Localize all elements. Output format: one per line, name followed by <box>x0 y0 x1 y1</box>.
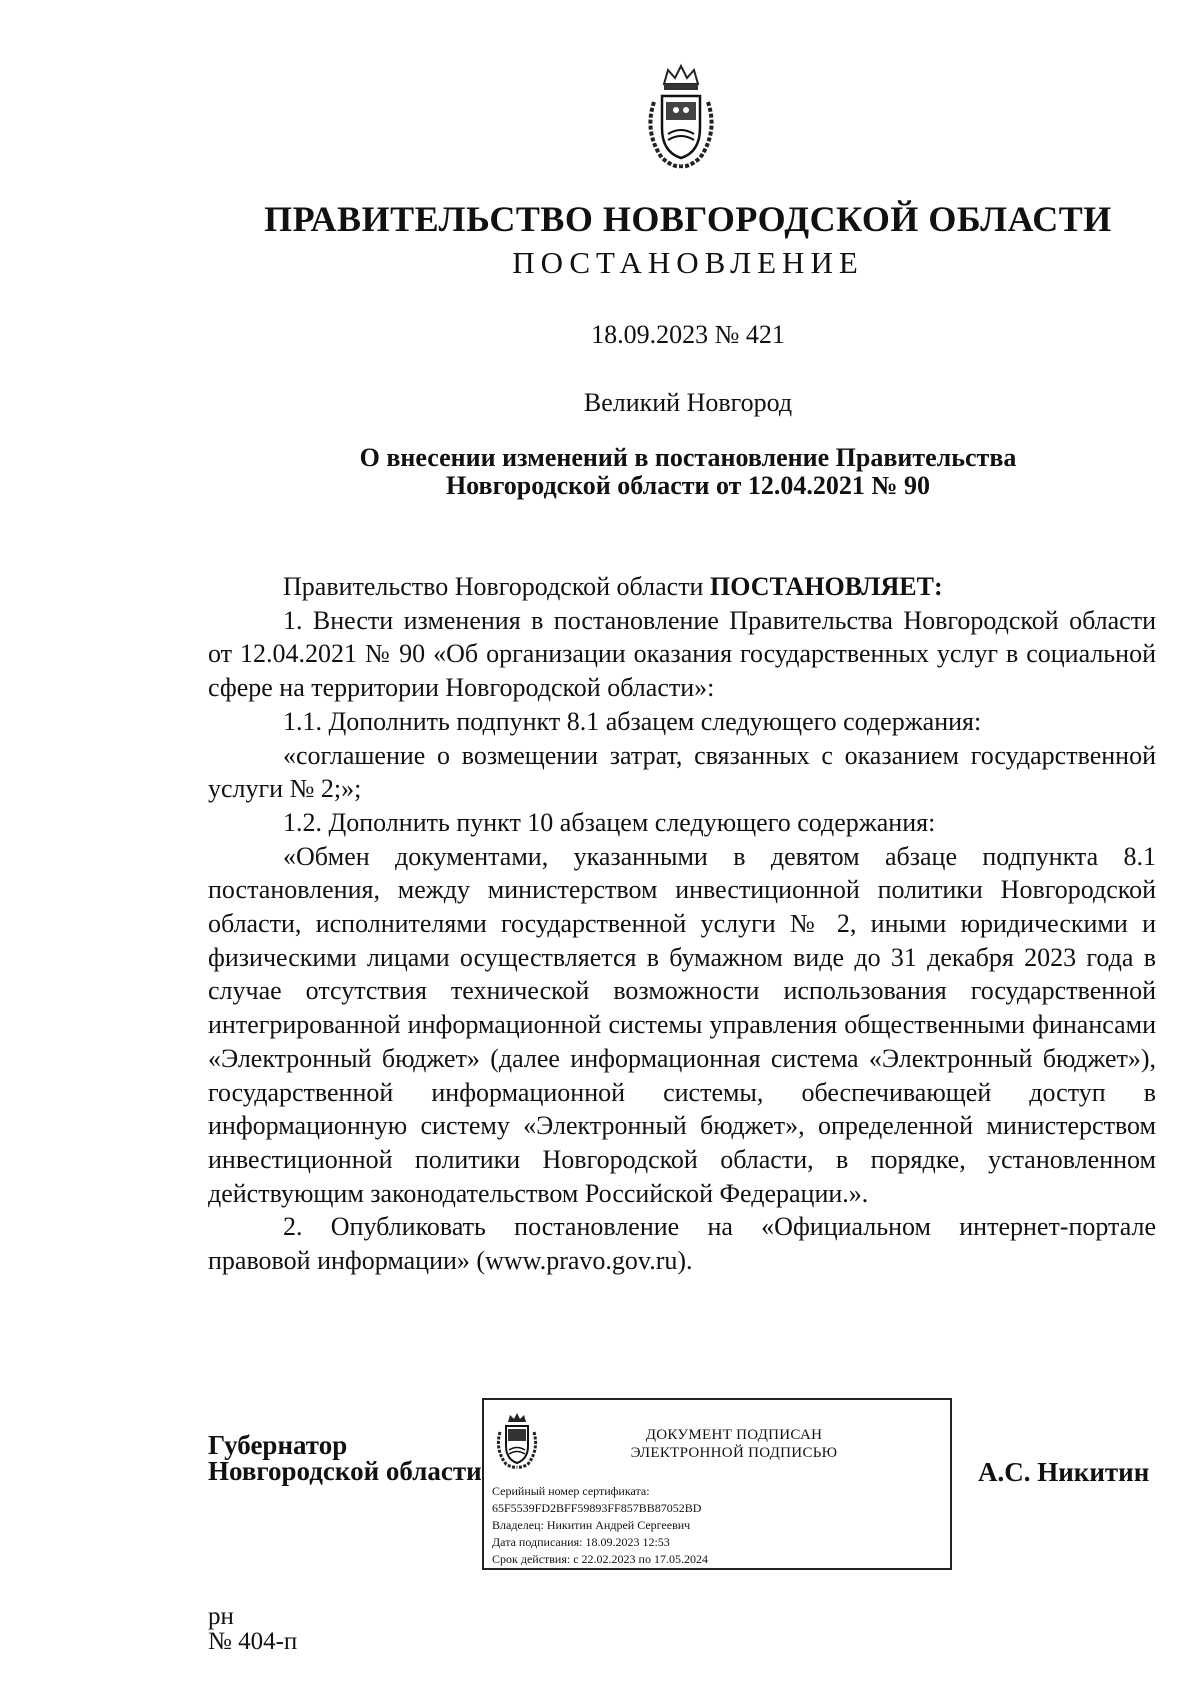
novgorod-coat-of-arms-icon <box>640 62 722 172</box>
intro-decree: ПОСТАНОВЛЯЕТ: <box>709 572 943 601</box>
organization-title: ПРАВИТЕЛЬСТВО НОВГОРОДСКОЙ ОБЛАСТИ <box>264 199 1112 239</box>
position-line-2: Новгородской области <box>208 1456 482 1486</box>
document-body <box>208 570 1156 1278</box>
footer-doc-code: № 404-п <box>208 1628 298 1655</box>
stamp-title <box>564 1426 904 1462</box>
position-line-1: Губернатор <box>208 1430 348 1460</box>
electronic-signature-stamp <box>482 1398 952 1570</box>
signatory-position <box>208 1432 482 1484</box>
certificate-validity: Срок действия: с 22.02.2023 по 17.05.2024 <box>492 1552 708 1566</box>
document-kind: ПОСТАНОВЛЕНИЕ <box>512 245 864 280</box>
intro-paragraph <box>208 570 1156 604</box>
document-subject <box>0 444 1200 500</box>
certificate-owner: Владелец: Никитин Андрей Сергеевич <box>492 1518 691 1532</box>
paragraph-1-1: 1.1. Дополнить подпункт 8.1 абзацем следующего содержания: <box>283 706 982 736</box>
footer-initials: рн <box>208 1603 234 1630</box>
signing-date: Дата подписания: 18.09.2023 12:53 <box>492 1535 670 1549</box>
paragraph-1-2: 1.2. Дополнить пункт 10 абзацем следующего содержания: <box>283 807 936 837</box>
paragraph-2: 2. Опубликовать постановление на «Официальном интернет-портале правовой информации» (www.pravo.gov.ru). <box>208 1212 1156 1276</box>
novgorod-coat-of-arms-icon <box>494 1412 540 1470</box>
stamp-details <box>492 1483 708 1568</box>
footer-code <box>208 1604 297 1654</box>
certificate-number: 65F5539FD2BFF59893FF857BB87052BD <box>492 1501 702 1515</box>
document-date-number: 18.09.2023 № 421 <box>591 320 785 349</box>
paragraph-1: 1. Внести изменения в постановление Правительства Новгородской области от 12.04.2021 № 90 «Об организации оказания государственных услуг в социальной сфере на территории Новгородской области»: <box>208 605 1156 703</box>
intro-text: Правительство Новгородской области <box>283 572 710 601</box>
signatory-name: А.С. Никитин <box>978 1457 1150 1487</box>
subject-line-2: Новгородской области от 12.04.2021 № 90 <box>445 471 931 500</box>
paragraph-1-2-quote: «Обмен документами, указанными в девятом абзаце подпункта 8.1 постановления, между министерством инвестиционной политики Новгородской области, исполнителями государственной услуги № 2, иными юридическими и физическими лицами осуществляется в бумажном виде до 31 декабря 2023 года в случае отсутствия технической возможности использования государственной интегрированной информационной системы управления общественными финансами «Электронный бюджет» (далее информационная система «Электронный бюджет»), государственной информационной системы, обеспечивающей доступ в информационную систему «Электронный бюджет», определенной министерством инвестиционной политики Новгородской области, в порядке, установленном действующим законодательством Российской Федерации.». <box>208 841 1156 1208</box>
certificate-label: Серийный номер сертификата: <box>492 1484 650 1498</box>
subject-line-1: О внесении изменений в постановление Правительства <box>359 443 1017 472</box>
stamp-title-line-2: ЭЛЕКТРОННОЙ ПОДПИСЬЮ <box>630 1445 838 1461</box>
document-place: Великий Новгород <box>583 388 793 417</box>
paragraph-1-1-quote: «соглашение о возмещении затрат, связанных с оказанием государственной услуги № 2;»; <box>208 740 1156 804</box>
stamp-title-line-1: ДОКУМЕНТ ПОДПИСАН <box>645 1427 823 1443</box>
